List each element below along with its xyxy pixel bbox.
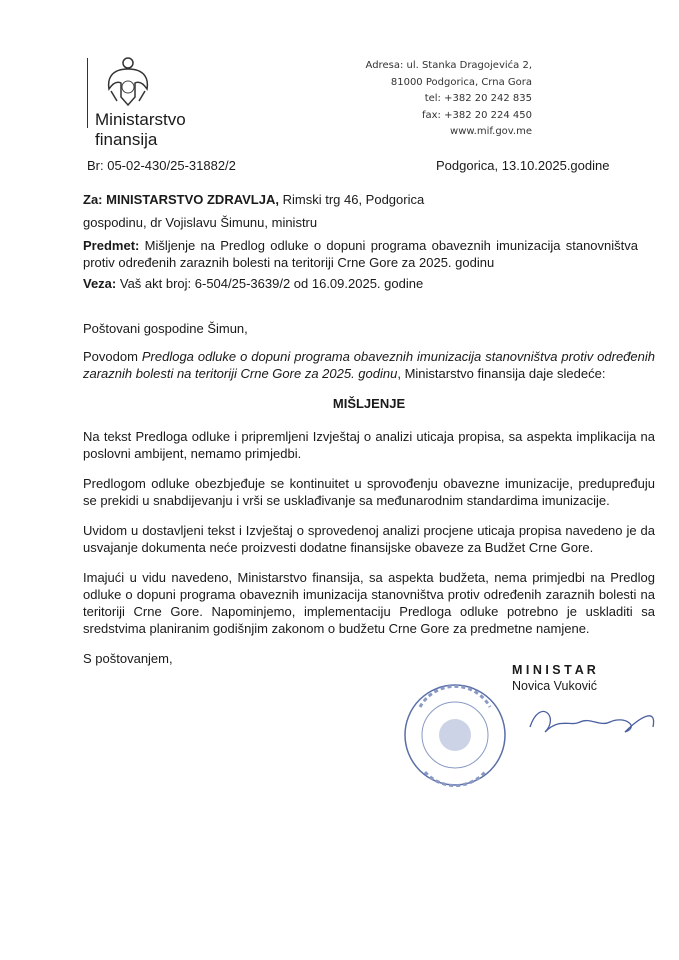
subject bbox=[83, 237, 638, 271]
address-web: www.mif.gov.me bbox=[450, 126, 532, 137]
recipient-address: Rimski trg 46, Podgorica bbox=[278, 192, 425, 207]
veza-label: Veza: bbox=[83, 276, 117, 291]
intro-italic: Predloga odluke o dopuni programa obaveznih imunizacija stanovništva protiv određenih zaraznih bolesti na teritoriji Crne Gore za 2025. godinu bbox=[83, 349, 655, 381]
veza-text: Vaš akt broj: 6-504/25-3639/2 od 16.09.2025. godine bbox=[116, 276, 424, 291]
ministry-line2: finansija bbox=[95, 130, 158, 149]
intro-paragraph bbox=[83, 348, 655, 382]
recipient-line bbox=[83, 191, 655, 208]
paragraph: Imajući u vidu navedeno, Ministarstvo finansija, sa aspekta budžeta, nema primjedbi na Predlog odluke o dopuni programa obaveznih imunizacija stanovništva protiv određenih zaraznih bolesti na teritoriji Crne Gore. Napominjemo, implementaciju Predloga odluke potrebno je uskladiti sa sredstvima planiranim godišnjim zakonom o budžetu Crne Gore za predmetne namjene. bbox=[83, 570, 655, 636]
closing: S poštovanjem, bbox=[83, 651, 173, 666]
subject-text: Mišljenje na Predlog odluke o dopuni programa obaveznih imunizacija stanovništva protiv određenih zaraznih bolesti na teritoriji Crne Gore za 2025. godinu bbox=[83, 238, 638, 270]
paragraph: Predlogom odluke obezbjeđuje se kontinuitet u sprovođenju obavezne imunizacije, predupređuju se prekidi u snabdijevanju i vrši se usklađivanje sa međunarodnim standardima imunizacije. bbox=[83, 476, 655, 508]
greeting: Poštovani gospodine Šimun, bbox=[83, 321, 248, 336]
coat-of-arms-logo bbox=[103, 55, 153, 111]
paragraph: Uvidom u dostavljeni tekst i Izvještaj o sprovedenoj analizi procjene uticaja propisa navedeno je da usvajanje dokumenta neće proizvesti dodatne finansijske obaveze za Budžet Crne Gore. bbox=[83, 523, 655, 555]
address-fax: fax: +382 20 224 450 bbox=[421, 109, 532, 121]
signature-title: M I N I S T A R bbox=[512, 663, 596, 677]
intro-end: , Ministarstvo finansija daje sledeće: bbox=[397, 366, 606, 381]
signature-block bbox=[83, 663, 655, 793]
address-block bbox=[366, 58, 532, 141]
address-tel: tel: +382 20 242 835 bbox=[424, 93, 532, 104]
reference-link bbox=[83, 275, 655, 292]
recipient-person: gospodinu, dr Vojislavu Šimunu, ministru bbox=[83, 215, 318, 230]
header-rule bbox=[87, 58, 88, 128]
subject-label: Predmet: bbox=[83, 238, 140, 253]
intro-start: Povodom bbox=[83, 349, 142, 364]
opinion-heading: MIŠLJENJE bbox=[332, 396, 406, 411]
address-city: 81000 Podgorica, Crna Gora bbox=[390, 76, 532, 88]
letter-body bbox=[83, 191, 655, 793]
address-street: Adresa: ul. Stanka Dragojevića 2, bbox=[365, 60, 532, 71]
reference-number: Br: 05-02-430/25-31882/2 bbox=[87, 158, 236, 173]
paragraph: Na tekst Predloga odluke i pripremljeni Izvještaj o analizi uticaja propisa, sa aspekta implikacija na poslovni ambijent, nemamo primjedbi. bbox=[83, 429, 655, 461]
recipient-org: MINISTARSTVO ZDRAVLJA, bbox=[106, 192, 279, 207]
place-date: Podgorica, 13.10.2025.godine bbox=[436, 158, 610, 173]
ministry-name bbox=[95, 110, 186, 150]
ministry-line1: Ministarstvo bbox=[95, 110, 186, 129]
signature-name: Novica Vuković bbox=[512, 679, 597, 693]
za-label: Za: bbox=[83, 192, 103, 207]
